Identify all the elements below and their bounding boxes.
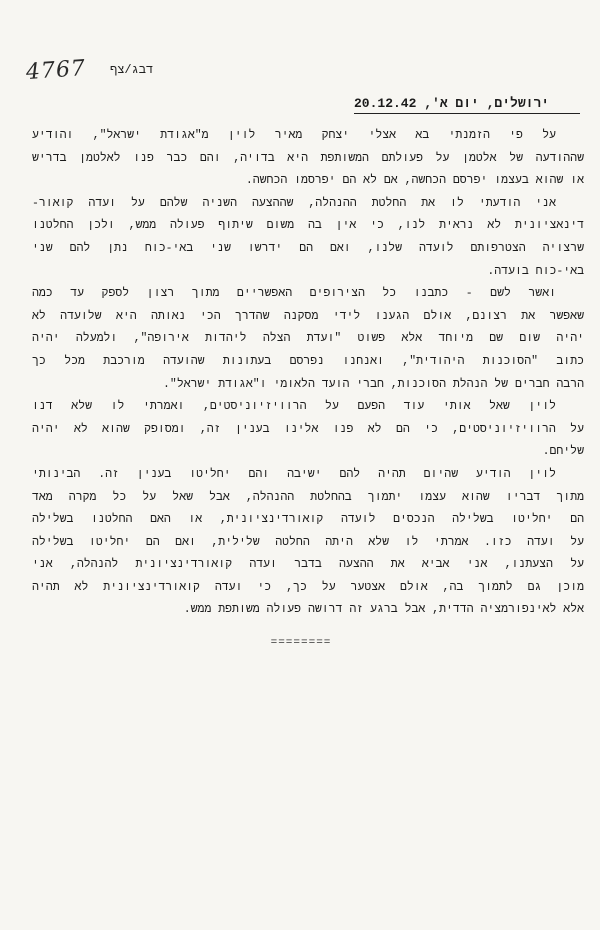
handwritten-archive-number: 4767 <box>25 55 87 86</box>
text-line: שאפשר את רצונם, אולם הגענו לידי מסקנה שהדרך הכי נאותה היא שלועדה לא <box>32 309 584 323</box>
text-line: שליחם. <box>542 445 584 459</box>
paragraph-1 <box>32 125 584 193</box>
text-line: על ועדה כזו. אמרתי לו שלא היתה החלטה שלילית, ואם הם יחליטו בשלילה <box>32 535 584 549</box>
text-line: באי-כוח בועדה. <box>487 264 584 278</box>
text-line: לוין שאל אותי עוד הפעם על הרוויזיוניסטים, ואמרתי לו שלא דנו <box>32 400 556 414</box>
text-line: שרצויה הצטרפותם לועדה שלנו, ואם הם ידרשו שני באי-כוח נתן להם שני <box>32 241 584 255</box>
paragraph-5 <box>32 464 584 622</box>
paragraph-2 <box>32 193 584 283</box>
text-line: כתוב "הסוכנות היהודית", ואנחנו נפרסם בעתונות שהועדה מורכבת מכל כך <box>32 354 584 368</box>
text-line: אני הודעתי לו את החלטת ההנהלה, שההצעה השניה שלהם על ועדה קואור- <box>32 196 556 210</box>
text-line: שההודעה של אלטמן על פעולתם המשותפת היא בדויה, והם כבר פנו לאלטמן בדריש <box>32 151 584 165</box>
text-line: על הצעתנו, אני אביא את ההצעה בדבר ועדה קואורדינציונית להנהלה, אני <box>32 558 584 572</box>
text-line: הרבה חברים של הנהלת הסוכנות, חברי הועד הלאומי ו"אגודת ישראל". <box>163 377 584 391</box>
text-line: דינאציונית לא נראית לנו, כי אין בה משום שיתוף פעולה ממש, ולכן החלטנו <box>32 219 584 233</box>
text-line: מוכן גם לתמוך בה, אולם אצטער על כך, כי ועדה קואורדינציונית לא תהיה <box>32 580 584 594</box>
text-line: הם יחליטו בשלילה הנכסים לועדה קואורדינציונית, או האם החלטנו בשלילה <box>32 513 584 527</box>
dateline: ירושלים, יום א', 20.12.42 <box>354 96 550 111</box>
text-line: על הרוויזיוניסטים, כי הם לא פנו אלינו בענין זה, ומסופק שהוא לא יהיה <box>32 422 584 436</box>
end-separator: ======== <box>270 637 332 649</box>
letter-body <box>32 125 584 622</box>
text-line: או שהוא בעצמו יפרסם הכחשה, אם לא הם יפרסמו הכחשה. <box>245 174 584 188</box>
paragraph-3 <box>32 283 584 396</box>
text-line: מתוך דבריו שהוא עצמו יתמוך בהחלטת ההנהלה, אבל שאל על כל מקרה מאד <box>32 490 584 504</box>
file-reference-code: דבג/צף <box>110 63 154 77</box>
paragraph-4 <box>32 396 584 464</box>
text-line: לוין הודיע שהיום תהיה להם ישיבה והם יחליטו בענין זה. הבינותי <box>32 467 556 481</box>
dateline-underline <box>354 113 580 114</box>
text-line: יהיה שום שם מיוחד אלא פשוט "ועדת הצלה ליהדות אירופה", ולמעלה יהיה <box>32 332 584 346</box>
text-line: על פי הזמנתי בא אצלי יצחק מאיר לוין מ"אגודת ישראל", והודיע <box>32 129 556 142</box>
text-line: אלא לאינפורמציה הדדית, אבל ברגע זה דרושה פעולה משותפת ממש. <box>183 603 584 617</box>
text-line: ואשר לשם - כתבנו כל הצירופים האפשריים מתוך רצון לספק עד כמה <box>32 287 556 301</box>
